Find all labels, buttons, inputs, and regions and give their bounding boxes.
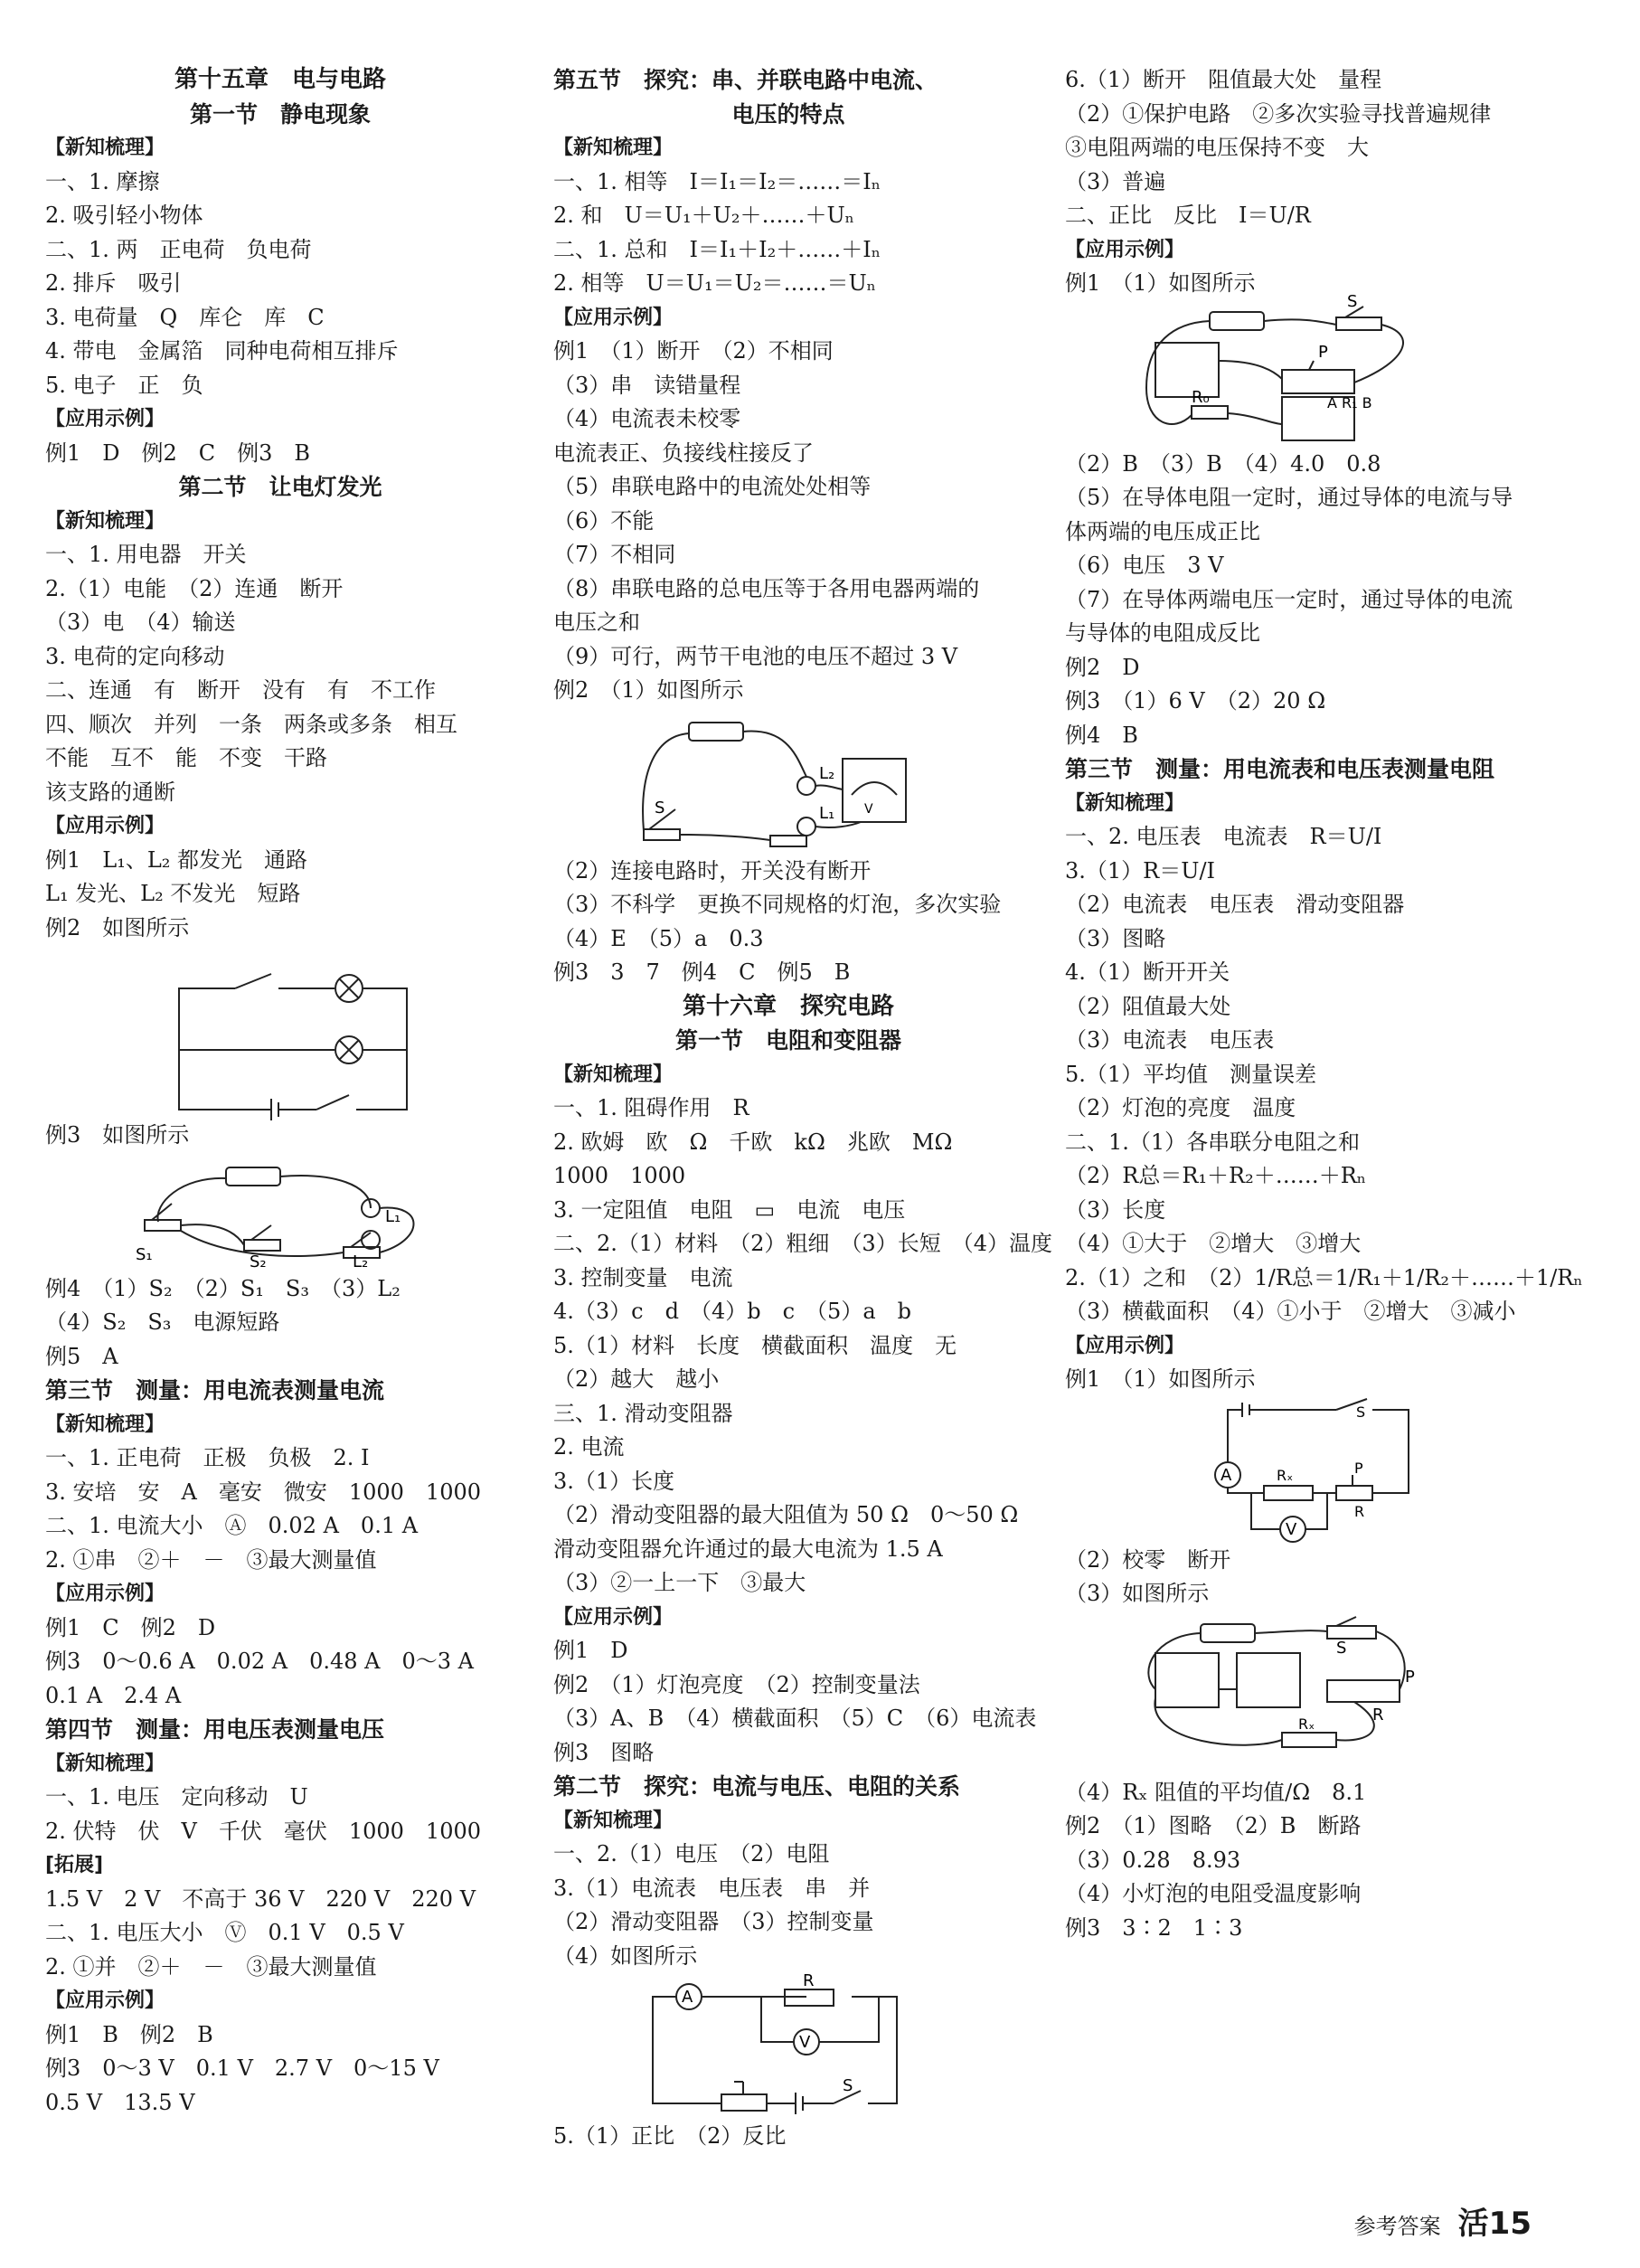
section-heading: 【应用示例】	[553, 1605, 674, 1629]
answer-line: 例3 0～0.6 A 0.02 A 0.48 A 0～3 A	[45, 1649, 474, 1674]
column-2-part-2	[553, 855, 1052, 1974]
figure-meters-rheostat-setup	[1065, 1617, 1553, 1771]
answer-line: （3）A、B （4）横截面积 （5）C （6）电流表	[553, 1706, 1037, 1731]
figure-label-rx: Rₓ	[1277, 1466, 1294, 1484]
figure-label-s: S	[655, 798, 665, 817]
answer-line: 例4 B	[1065, 722, 1138, 748]
answer-line: 例1 L₁、L₂ 都发光 通路	[45, 846, 308, 873]
answer-line: 例3 （1）6 V （2）20 Ω	[1065, 688, 1326, 713]
column-1-part-1	[45, 63, 515, 945]
answer-line: L₁ 发光、L₂ 不发光 短路	[45, 881, 301, 906]
answer-line: （3）电 （4）输送	[45, 610, 236, 635]
answer-line: 3.（1）长度	[553, 1468, 675, 1494]
answer-line: 2. 伏特 伏 V 千伏 毫伏 1000 1000	[45, 1818, 482, 1844]
answer-line: 例1 D	[553, 1638, 628, 1663]
answer-line: 一、2. 电压表 电流表 R＝U/I	[1065, 824, 1382, 849]
answer-line: 3. 电荷的定向移动	[45, 643, 225, 669]
figure-label-p: P	[1318, 342, 1328, 362]
figure-label-l2: L₂	[819, 763, 835, 783]
answer-line: （7）不相同	[553, 542, 676, 567]
section-heading: 【新知梳理】	[45, 1413, 165, 1436]
answer-line: 1000 1000	[553, 1163, 686, 1188]
answer-line: 一、1. 电压 定向移动 U	[45, 1784, 308, 1810]
answer-line: （2）R总＝R₁＋R₂＋……＋Rₙ	[1065, 1163, 1367, 1188]
column-1-part-2	[45, 1119, 515, 1153]
answer-line: 例3 如图所示	[45, 1122, 190, 1148]
answer-line: （2）阻值最大处	[1065, 993, 1231, 1019]
figure-label-r: R	[1354, 1502, 1365, 1520]
figure-label-r: R	[1372, 1705, 1384, 1725]
figure-r0-experiment-setup	[1065, 291, 1553, 442]
answer-line: 0.1 A 2.4 A	[45, 1682, 182, 1708]
answer-line: 2. 相等 U＝U₁＝U₂＝……＝Uₙ	[553, 270, 877, 296]
answer-line: （2）滑动变阻器 （3）控制变量	[553, 1909, 874, 1934]
answer-line: （3）不科学 更换不同规格的灯泡，多次实验	[553, 892, 1002, 917]
section-heading: 【应用示例】	[45, 1989, 165, 2012]
answer-line: 6.（1）断开 阻值最大处 量程	[1065, 67, 1382, 92]
answer-line: 2.（1）之和 （2）1/R总＝1/R₁＋1/R₂＋……＋1/Rₙ	[1065, 1264, 1583, 1290]
answer-line: 2. 排斥 吸引	[45, 270, 182, 296]
figure-label-r0: R₀	[1192, 387, 1210, 407]
answer-line: （4）Rₓ 阻值的平均值/Ω 8.1	[1065, 1779, 1367, 1805]
answer-line: 2. 欧姆 欧 Ω 千欧 kΩ 兆欧 MΩ	[553, 1129, 953, 1155]
answer-line: （2）连接电路时，开关没有断开	[553, 857, 872, 884]
answer-line: （3）0.28 8.93	[1065, 1847, 1241, 1873]
figure-label-p: P	[1354, 1459, 1363, 1477]
answer-line: 例2 D	[1065, 654, 1140, 680]
answer-line: （8）串联电路的总电压等于各用电器两端的	[553, 575, 980, 601]
answer-line: 一、1. 阻碍作用 R	[553, 1095, 749, 1120]
figure-series-lamps-voltmeter	[553, 713, 1023, 849]
answer-line: 一、2.（1）电压 （2）电阻	[553, 1841, 830, 1866]
section-heading: 【应用示例】	[553, 306, 674, 329]
answer-line: （6）不能	[553, 507, 655, 534]
answer-line: （3）②一上一下 ③最大	[553, 1570, 806, 1595]
answer-line: （3）电流表 电压表	[1065, 1027, 1275, 1053]
column-2-part-1	[553, 63, 1023, 708]
answer-line: 2. 电流	[553, 1434, 625, 1460]
section-heading: 【新知梳理】	[553, 1809, 674, 1832]
answer-line: 例1 （1）断开 （2）不相同	[553, 338, 834, 364]
answer-line: （4）E （5）a 0.3	[553, 925, 764, 951]
answer-line: 与导体的电阻成反比	[1065, 620, 1260, 646]
answer-line: 例4 （1）S₂ （2）S₁ S₃ （3）L₂	[45, 1275, 401, 1301]
answer-line: （2）滑动变阻器的最大阻值为 50 Ω 0～50 Ω	[553, 1502, 1019, 1527]
section-heading: 【应用示例】	[45, 1583, 165, 1605]
section-heading: 第二节 探究：电流与电压、电阻的关系	[553, 1773, 961, 1800]
section-heading: 第一节 电阻和变阻器	[674, 1027, 901, 1054]
answer-line: （6）电压 3 V	[1065, 553, 1224, 578]
answer-line: （3）普遍	[1065, 168, 1166, 194]
answer-line: 例2 如图所示	[45, 914, 190, 940]
answer-line: 一、1. 相等 I＝I₁＝I₂＝……＝Iₙ	[553, 168, 881, 194]
answer-line: （4）S₂ S₃ 电源短路	[45, 1309, 280, 1335]
answer-line: 不能 互不 能 不变 干路	[45, 745, 327, 770]
section-heading: 【新知梳理】	[45, 137, 165, 159]
section-heading: 【新知梳理】	[553, 137, 674, 159]
section-heading: 第五节 探究：串、并联电路中电流、	[553, 67, 938, 93]
column-1	[45, 63, 515, 2120]
figure-label-l2: L₂	[353, 1252, 369, 1271]
answer-line: 5. 电子 正 负	[45, 372, 203, 398]
answer-line: （3）长度	[1065, 1196, 1166, 1223]
answer-line: 2.（1）电能 （2）连通 断开	[45, 575, 344, 601]
footer-label: 参考答案	[1353, 2214, 1441, 2239]
answer-line: 2. 和 U＝U₁＋U₂＋……＋Uₙ	[553, 203, 855, 228]
figure-label-arb: A R₁ B	[1327, 393, 1372, 411]
answer-line: 该支路的通断	[45, 779, 175, 805]
column-2	[553, 63, 1052, 2154]
answer-line: ③电阻两端的电压保持不变 大	[1065, 135, 1369, 160]
answer-line: （4）如图所示	[553, 1942, 698, 1969]
answer-line: 5.（1）平均值 测量误差	[1065, 1061, 1317, 1087]
answer-line: 三、1. 滑动变阻器	[553, 1400, 733, 1426]
answer-line: 四、顺次 并列 一条 两条或多条 相互	[45, 711, 457, 737]
answer-line: 二、1. 电压大小 Ⓥ 0.1 V 0.5 V	[45, 1920, 404, 1945]
answer-line: 例3 3 7 例4 C 例5 B	[553, 959, 851, 985]
answer-line: （2）B （3）B （4）4.0 0.8	[1065, 450, 1381, 477]
answer-line: 电流表正、负接线柱接反了	[553, 439, 814, 466]
answer-line: 例1 C 例2 D	[45, 1614, 216, 1640]
answer-line: 3. 一定阻值 电阻 ▭ 电流 电压	[553, 1196, 906, 1223]
answer-line: 4. 带电 金属箔 同种电荷相互排斥	[45, 338, 399, 364]
answer-line: （4）①大于 ②增大 ③增大	[1065, 1231, 1362, 1256]
answer-line: 例2 （1）灯泡亮度 （2）控制变量法	[553, 1671, 920, 1697]
figure-label-s: S	[1356, 1403, 1366, 1421]
section-heading: 【新知梳理】	[45, 509, 165, 533]
figure-ammeter-voltmeter-rheostat	[553, 1971, 1023, 2114]
section-heading: 【新知梳理】	[45, 1752, 165, 1775]
column-3-part-4	[1065, 1776, 1553, 1946]
figure-label-rx: Rₓ	[1298, 1715, 1315, 1733]
answer-line: 滑动变阻器允许通过的最大电流为 1.5 A	[553, 1536, 943, 1562]
column-1-part-3	[45, 1272, 515, 2121]
answer-line: 二、连通 有 断开 没有 有 不工作	[45, 677, 436, 703]
answer-line: （3）如图所示	[1065, 1581, 1210, 1606]
answer-line: 一、1. 摩擦	[45, 168, 160, 194]
answer-line: 1.5 V 2 V 不高于 36 V 220 V 220 V	[45, 1885, 476, 1912]
figure-label-s1: S₁	[136, 1244, 153, 1264]
answer-line: 二、2.（1）材料 （2）粗细 （3）长短 （4）温度	[553, 1231, 1052, 1256]
section-heading: 【应用示例】	[45, 815, 165, 837]
answer-line: 0.5 V 13.5 V	[45, 2089, 195, 2115]
answer-line: 2. ①并 ②＋ － ③最大测量值	[45, 1953, 377, 1980]
answer-line: （5）在导体电阻一定时，通过导体的电流与导	[1065, 485, 1513, 510]
answer-line: 3.（1）R＝U/I	[1065, 857, 1216, 884]
figure-label-a: A	[1221, 1465, 1232, 1485]
section-heading: 第十五章 电与电路	[174, 66, 386, 93]
figure-label-r: R	[803, 1971, 815, 1990]
section-heading: 第三节 测量：用电流表测量电流	[45, 1377, 385, 1403]
answer-line: （3）横截面积 （4）①小于 ②增大 ③减小	[1065, 1299, 1516, 1324]
section-heading: 第十六章 探究电路	[682, 992, 894, 1020]
answer-line: 二、1. 电流大小 Ⓐ 0.02 A 0.1 A	[45, 1513, 419, 1538]
answer-line: 4.（1）断开开关	[1065, 959, 1230, 985]
answer-line: 3. 安培 安 A 毫安 微安 1000 1000	[45, 1479, 482, 1505]
answer-line: 二、1. 总和 I＝I₁＋I₂＋……＋Iₙ	[553, 236, 881, 262]
column-2-part-3	[553, 2120, 1023, 2154]
figure-label-v: V	[864, 801, 873, 817]
column-3	[1065, 63, 1583, 1945]
answer-line: （5）串联电路中的电流处处相等	[553, 474, 872, 499]
answer-line: 2. 吸引轻小物体	[45, 203, 203, 228]
figure-example-2-parallel-lamps	[45, 950, 515, 1113]
figure-label-a: A	[682, 1988, 693, 2007]
figure-label-l1: L₁	[385, 1206, 401, 1226]
section-heading: 第二节 让电灯发光	[178, 474, 382, 500]
answer-line: 例3 图略	[553, 1739, 655, 1765]
section-heading: 【应用示例】	[1065, 238, 1185, 261]
answer-line: （2）①保护电路 ②多次实验寻找普遍规律	[1065, 100, 1492, 127]
answer-line: （7）在导体两端电压一定时，通过导体的电流	[1065, 586, 1513, 612]
section-heading: 【应用示例】	[45, 408, 165, 430]
section-heading: 第一节 静电现象	[189, 100, 371, 128]
answer-line: （2）灯泡的亮度 温度	[1065, 1095, 1296, 1120]
answer-line: 二、1.（1）各串联分电阻之和	[1065, 1129, 1361, 1155]
answer-line: 例5 A	[45, 1343, 118, 1369]
page-number: 活15	[1457, 2206, 1532, 2242]
answer-line: 5.（1）材料 长度 横截面积 温度 无	[553, 1332, 957, 1358]
section-heading: [拓展]	[45, 1854, 104, 1876]
answer-line: （4）电流表未校零	[553, 406, 741, 431]
column-3-part-1	[1065, 63, 1553, 301]
answer-line: 例3 0～3 V 0.1 V 2.7 V 0～15 V	[45, 2055, 439, 2081]
answer-line: 3.（1）电流表 电压表 串 并	[553, 1875, 871, 1901]
figure-label-p: P	[1405, 1667, 1415, 1687]
figure-label-s2: S₂	[250, 1252, 267, 1271]
answer-line: （3）串 读错量程	[553, 372, 741, 398]
answer-line: （4）小灯泡的电阻受温度影响	[1065, 1881, 1362, 1906]
answer-line: 例2 （1）如图所示	[553, 677, 744, 703]
answer-line: （2）校零 断开	[1065, 1546, 1231, 1573]
answer-line: 二、1. 两 正电荷 负电荷	[45, 236, 312, 262]
answer-line: 4.（3）c d （4）b c （5）a b	[553, 1299, 911, 1324]
column-3-part-2	[1065, 448, 1583, 1397]
section-heading: 第三节 测量：用电流表和电压表测量电阻	[1065, 756, 1495, 782]
answer-line: （3）图略	[1065, 925, 1166, 951]
answer-line: 例2 （1）图略 （2）B 断路	[1065, 1813, 1362, 1838]
figure-label-s: S	[1336, 1638, 1347, 1658]
answer-line: 例1 （1）如图所示	[1065, 270, 1256, 296]
figure-label-v: V	[799, 2033, 811, 2052]
answer-line: 3. 控制变量 电流	[553, 1264, 733, 1290]
answer-line: （9）可行，两节干电池的电压不超过 3 V	[553, 643, 958, 669]
section-heading: 【新知梳理】	[553, 1063, 674, 1086]
answer-line: 一、1. 用电器 开关	[45, 542, 247, 567]
figure-label-l1: L₁	[819, 803, 835, 823]
page-footer	[1354, 2198, 1532, 2243]
section-heading: 【应用示例】	[1065, 1334, 1185, 1357]
answer-line: 例1 D 例2 C 例3 B	[45, 439, 311, 466]
section-heading: 电压的特点	[731, 100, 845, 128]
answer-line: 例3 3∶2 1∶3	[1065, 1914, 1243, 1941]
answer-line: 2. ①串 ②＋ － ③最大测量值	[45, 1546, 377, 1573]
answer-line: 体两端的电压成正比	[1065, 518, 1260, 544]
answer-line: 二、正比 反比 I＝U/R	[1065, 203, 1311, 228]
answer-line: 3. 电荷量 Q 库仑 库 C	[45, 304, 325, 330]
answer-line: 例1 （1）如图所示	[1065, 1366, 1256, 1392]
answer-line: （2）电流表 电压表 滑动变阻器	[1065, 892, 1405, 917]
answer-line: 5.（1）正比 （2）反比	[553, 2123, 787, 2149]
answer-line: 例1 B 例2 B	[45, 2021, 213, 2047]
column-3-part-3	[1065, 1544, 1553, 1611]
figure-rx-measurement-schematic	[1065, 1403, 1553, 1538]
figure-label-v: V	[1286, 1519, 1297, 1539]
answer-line: 一、1. 正电荷 正极 负极 2. I	[45, 1445, 370, 1470]
figure-label-s: S	[843, 2076, 853, 2095]
answer-line: 电压之和	[553, 610, 640, 635]
section-heading: 【新知梳理】	[1065, 791, 1185, 815]
figure-label-s: S	[1347, 291, 1358, 311]
section-heading: 第四节 测量：用电压表测量电压	[45, 1716, 385, 1743]
figure-example-3-physical-circuit	[45, 1158, 515, 1271]
answer-line: （2）越大 越小	[553, 1366, 720, 1392]
